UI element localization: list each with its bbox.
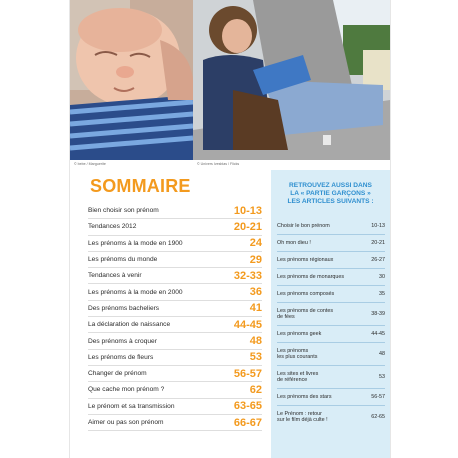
article-pages: 26-27 (371, 257, 385, 263)
article-title: Les prénoms de monarques (277, 273, 345, 280)
toc-row (88, 236, 262, 252)
magazine-page (70, 0, 390, 458)
baby-photo (70, 0, 193, 160)
list-item (277, 218, 385, 235)
related-articles-box (271, 170, 390, 458)
toc-row (88, 284, 262, 300)
toc-row (88, 350, 262, 366)
toc-title: Tendances 2012 (88, 223, 137, 231)
toc-row (88, 382, 262, 398)
toc-title: Les prénoms à la mode en 1900 (88, 239, 183, 247)
toc-page: 48 (249, 335, 262, 348)
list-item (277, 269, 385, 286)
article-pages: 48 (379, 351, 385, 357)
list-item (277, 252, 385, 269)
toc-row (88, 333, 262, 349)
page-title: SOMMAIRE (90, 176, 191, 196)
toc-row (88, 219, 262, 235)
toc-row (88, 399, 262, 415)
toc-page: 66-67 (233, 416, 262, 429)
teen-photo (193, 0, 390, 160)
toc-title: Des prénoms à croquer (88, 337, 157, 345)
article-pages: 44-45 (371, 331, 385, 337)
list-item (277, 286, 385, 303)
toc-title: Les prénoms à la mode en 2000 (88, 288, 183, 296)
toc-title: Bien choisir son prénom (88, 207, 159, 215)
article-pages: 30 (379, 274, 385, 280)
toc-page: 32-33 (233, 269, 262, 282)
article-pages: 62-65 (371, 414, 385, 420)
toc-title: Que cache mon prénom ? (88, 386, 165, 394)
toc-page: 44-45 (233, 318, 262, 331)
toc-page: 56-57 (233, 367, 262, 380)
related-articles-heading: RETROUVEZ AUSSI DANS LA « PARTIE GARÇONS » LES ARTICLES SUIVANTS : (287, 182, 374, 206)
article-title: Les prénoms de contes de fées (277, 307, 334, 320)
toc-title: Changer de prénom (88, 370, 147, 378)
toc-row (88, 203, 262, 219)
toc-title: Les prénoms de fleurs (88, 353, 154, 361)
toc-title: Aimer ou pas son prénom (88, 419, 164, 426)
toc-title: Les prénoms du monde (88, 256, 158, 264)
table-of-contents (88, 203, 262, 431)
toc-page: 24 (249, 237, 262, 250)
toc-page: 63-65 (233, 400, 262, 413)
article-title: Les prénoms régionaux (277, 256, 334, 263)
list-item (277, 343, 385, 366)
toc-row (88, 252, 262, 268)
toc-page: 36 (249, 286, 262, 299)
toc-page: 41 (249, 302, 262, 315)
photo-credit-left: © bebe / Marguerite (74, 162, 106, 166)
list-item (277, 366, 385, 389)
list-item (277, 303, 385, 326)
article-pages: 56-57 (371, 394, 385, 400)
article-pages: 20-21 (371, 240, 385, 246)
toc-page: 10-13 (233, 204, 262, 217)
article-title: Les prénoms des stars (277, 393, 332, 400)
list-item (277, 406, 385, 428)
toc-row (88, 268, 262, 284)
article-pages: 10-13 (371, 223, 385, 229)
list-item (277, 389, 385, 406)
article-title: Le Prénom : retour sur le film déjà culte ! (277, 410, 328, 423)
toc-title: Le prénom et sa transmission (88, 402, 175, 410)
article-title: Les prénoms les plus courants (277, 347, 318, 360)
toc-row (88, 415, 262, 431)
toc-page: 29 (249, 253, 262, 266)
toc-page: 20-21 (233, 220, 262, 233)
toc-page: 53 (249, 351, 262, 364)
article-title: Les sites et livres de référence (277, 370, 319, 383)
article-pages: 38-39 (371, 311, 385, 317)
toc-page: 62 (249, 383, 262, 396)
article-pages: 35 (379, 291, 385, 297)
article-title: Les prénoms geek (277, 330, 322, 337)
list-item (277, 235, 385, 252)
article-title: Les prénoms composés (277, 290, 335, 297)
article-title: Oh mon dieu ! (277, 239, 311, 246)
toc-title: La déclaration de naissance (88, 321, 171, 329)
article-pages: 53 (379, 374, 385, 380)
photo-credit-right: © Univers Ivesblas / Flicks (197, 162, 240, 166)
list-item (277, 326, 385, 343)
toc-row (88, 301, 262, 317)
toc-row (88, 317, 262, 333)
related-articles-list (277, 218, 385, 428)
article-title: Choisir le bon prénom (277, 222, 330, 229)
toc-title: Des prénoms bacheliers (88, 304, 160, 312)
toc-row (88, 366, 262, 382)
toc-title: Tendances à venir (88, 272, 142, 280)
